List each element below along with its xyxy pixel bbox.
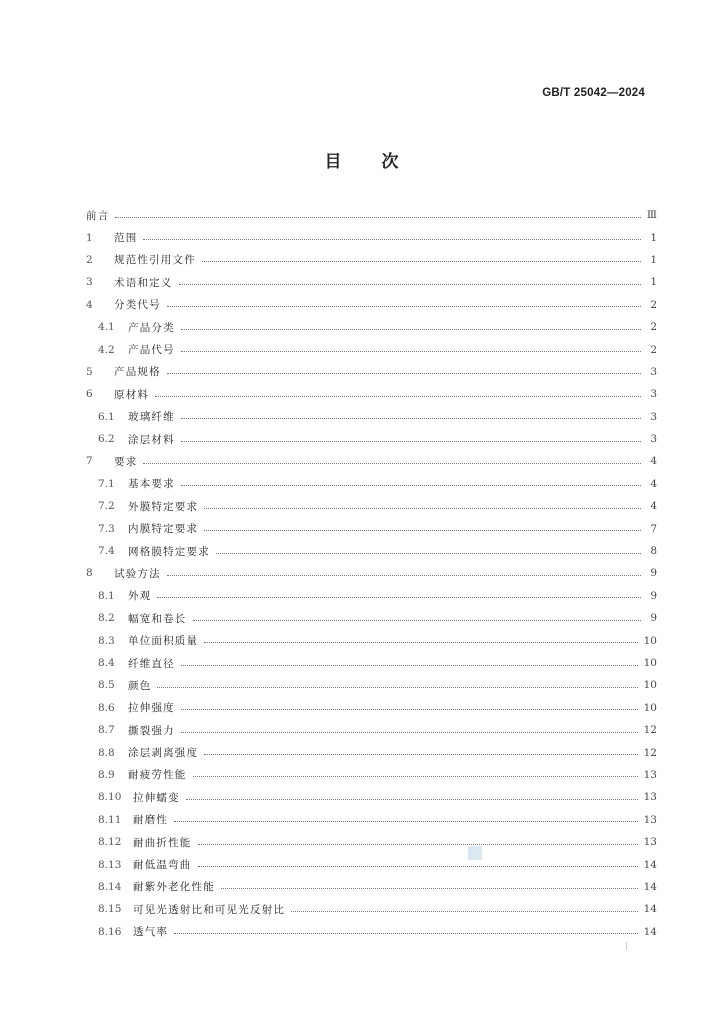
toc-entry-label: 涂层材料	[128, 433, 175, 446]
toc-entry-label: 可见光透射比和可见光反射比	[133, 903, 286, 916]
toc-entry-number: 8.3	[98, 634, 115, 647]
toc-entry-number: 6.2	[98, 433, 115, 446]
toc-entry-page: 2	[650, 343, 657, 356]
toc-dot-leader	[181, 485, 641, 486]
toc-entry[interactable]	[86, 876, 657, 898]
toc-entry[interactable]	[86, 294, 657, 316]
toc-entry-page: 3	[650, 388, 657, 401]
toc-entry[interactable]	[86, 562, 657, 584]
toc-entry-page: 10	[643, 679, 657, 692]
toc-entry-number: 7.1	[98, 477, 115, 490]
toc-dot-leader	[143, 463, 641, 464]
toc-dot-leader	[193, 620, 642, 621]
toc-entry-page: 14	[643, 880, 657, 893]
toc-entry[interactable]	[86, 585, 657, 607]
toc-entry-page: 8	[650, 545, 657, 558]
toc-entry-number: 8.14	[98, 880, 122, 893]
toc-entry-label: 拉伸强度	[128, 702, 175, 715]
toc-entry-page: 14	[643, 925, 657, 938]
toc-entry-label: 前言	[86, 209, 110, 222]
toc-entry-label: 术语和定义	[114, 276, 173, 289]
toc-entry[interactable]	[86, 517, 657, 539]
toc-entry-label: 产品规格	[114, 366, 161, 379]
toc-entry[interactable]	[86, 271, 657, 293]
toc-entry-label: 透气率	[133, 926, 169, 939]
toc-entry-label: 涂层剥离强度	[128, 747, 199, 760]
toc-entry[interactable]	[86, 428, 657, 450]
toc-entry-page: 4	[650, 477, 657, 490]
toc-dot-leader	[181, 709, 638, 710]
toc-dot-leader	[204, 530, 641, 531]
toc-entry[interactable]	[86, 607, 657, 629]
toc-entry-page: 1	[650, 253, 657, 266]
toc-entry-number: 8.11	[98, 813, 122, 826]
toc-entry-page: 10	[643, 657, 657, 669]
toc-entry-label: 外观	[128, 590, 152, 603]
toc-entry-page: 13	[643, 768, 657, 781]
toc-entry[interactable]	[86, 831, 657, 853]
toc-entry[interactable]	[86, 473, 657, 495]
toc-entry-number: 8.10	[98, 791, 122, 804]
toc-entry-number: 8.13	[98, 858, 122, 871]
toc-dot-leader	[181, 665, 638, 666]
toc-entry-page: 13	[643, 836, 657, 849]
toc-dot-leader	[221, 888, 638, 889]
toc-entry[interactable]	[86, 495, 657, 517]
toc-dot-leader	[174, 821, 638, 822]
toc-entry-label: 耐紫外老化性能	[133, 881, 215, 894]
toc-entry-label: 耐疲劳性能	[128, 769, 187, 782]
toc-entry-label: 产品代号	[128, 344, 175, 357]
toc-dot-leader	[204, 642, 637, 643]
toc-entry-label: 内膜特定要求	[128, 523, 199, 536]
toc-dot-leader	[115, 217, 640, 218]
toc-entry-label: 玻璃纤维	[128, 411, 175, 424]
toc-entry[interactable]	[86, 764, 657, 786]
toc-dot-leader	[179, 284, 642, 285]
toc-entry-number: 8.2	[98, 612, 115, 625]
toc-entry[interactable]	[86, 204, 657, 226]
toc-entry-number: 8.8	[98, 746, 115, 759]
toc-entry[interactable]	[86, 338, 657, 360]
toc-entry-number: 8.15	[98, 903, 122, 916]
toc-entry-page: 14	[643, 903, 657, 916]
toc-dot-leader	[181, 441, 641, 442]
toc-entry-page: 3	[650, 433, 657, 446]
toc-entry-label: 单位面积质量	[128, 635, 199, 648]
toc-dot-leader	[157, 597, 641, 598]
page-tick-mark	[626, 942, 627, 950]
toc-entry-page: 3	[650, 410, 657, 423]
toc-entry-page: 13	[643, 791, 657, 804]
toc-entry-number: 2	[86, 253, 93, 266]
toc-entry[interactable]	[86, 652, 657, 674]
toc-entry-page: 4	[650, 455, 657, 468]
toc-entry-number: 8.5	[98, 679, 115, 692]
toc-entry-number: 4.2	[98, 343, 115, 356]
toc-entry-label: 网格膜特定要求	[128, 545, 210, 558]
toc-entry-label: 基本要求	[128, 478, 175, 491]
toc-entry-number: 8.16	[98, 925, 122, 938]
toc-entry[interactable]	[86, 249, 657, 271]
toc-entry[interactable]	[86, 406, 657, 428]
toc-entry[interactable]	[86, 898, 657, 920]
toc-entry[interactable]	[86, 921, 657, 943]
toc-entry-page: 1	[650, 276, 657, 289]
toc-dot-leader	[181, 418, 641, 419]
standard-number: GB/T 25042—2024	[542, 87, 645, 99]
toc-entry-number: 8.1	[98, 589, 115, 602]
title-char-2: 次	[381, 152, 399, 172]
toc-dot-leader	[181, 329, 641, 330]
toc-entry-number: 3	[86, 276, 93, 289]
toc-dot-leader	[167, 306, 641, 307]
toc-dot-leader	[143, 239, 641, 240]
toc-entry-number: 7.2	[98, 500, 115, 513]
toc-entry-page: 9	[650, 612, 657, 625]
toc-entry-label: 外膜特定要求	[128, 500, 199, 513]
toc-entry[interactable]	[86, 853, 657, 875]
toc-dot-leader	[198, 844, 638, 845]
toc-entry-number: 5	[86, 365, 93, 378]
toc-dot-leader	[216, 553, 641, 554]
toc-entry-page: 13	[643, 813, 657, 826]
toc-dot-leader	[204, 754, 637, 755]
toc-entry[interactable]	[86, 741, 657, 763]
toc-entry-label: 范围	[114, 232, 138, 245]
toc-entry-page: 2	[650, 298, 657, 311]
toc-entry[interactable]	[86, 809, 657, 831]
toc-entry-label: 要求	[114, 455, 138, 468]
toc-entry[interactable]	[86, 786, 657, 808]
title-char-1: 目	[324, 152, 342, 172]
toc-entry-page: 10	[643, 634, 657, 647]
toc-dot-leader	[198, 866, 638, 867]
page-title	[0, 147, 723, 172]
toc-entry[interactable]	[86, 674, 657, 696]
toc-entry-page: 4	[650, 500, 657, 513]
toc-entry-number: 6.1	[98, 410, 115, 423]
toc-dot-leader	[186, 799, 638, 800]
toc-entry-number: 8	[86, 567, 93, 580]
toc-entry[interactable]	[86, 383, 657, 405]
toc-entry[interactable]	[86, 697, 657, 719]
toc-entry-label: 撕裂强力	[128, 724, 175, 737]
toc-entry-number: 8.4	[98, 657, 115, 669]
toc-dot-leader	[167, 373, 641, 374]
toc-dot-leader	[174, 933, 638, 934]
toc-entry[interactable]	[86, 450, 657, 472]
toc-entry-number: 8.6	[98, 701, 115, 714]
toc-entry-page: Ⅲ	[646, 209, 657, 222]
toc-entry-page: 12	[643, 724, 657, 737]
toc-entry-number: 4	[86, 298, 93, 311]
toc-entry-label: 试验方法	[114, 567, 161, 580]
toc-entry[interactable]	[86, 629, 657, 651]
toc-entry[interactable]	[86, 226, 657, 248]
toc-entry-label: 原材料	[114, 388, 150, 401]
toc-entry-page: 9	[650, 567, 657, 580]
toc-dot-leader	[181, 732, 638, 733]
toc-entry-number: 1	[86, 231, 93, 244]
toc-entry-label: 耐曲折性能	[133, 836, 192, 849]
toc-entry[interactable]	[86, 540, 657, 562]
table-of-contents	[86, 204, 657, 943]
toc-entry[interactable]	[86, 316, 657, 338]
toc-entry-page: 10	[643, 701, 657, 714]
toc-entry[interactable]	[86, 361, 657, 383]
toc-entry[interactable]	[86, 719, 657, 741]
toc-entry-number: 8.9	[98, 768, 115, 781]
toc-dot-leader	[193, 776, 638, 777]
toc-entry-page: 7	[650, 522, 657, 535]
toc-dot-leader	[291, 911, 638, 912]
toc-dot-leader	[204, 508, 641, 509]
toc-entry-number: 7	[86, 455, 93, 468]
toc-entry-page: 3	[650, 365, 657, 378]
toc-dot-leader	[167, 575, 641, 576]
toc-entry-page: 14	[643, 858, 657, 871]
toc-entry-number: 7.4	[98, 545, 115, 558]
toc-entry-page: 1	[650, 231, 657, 244]
toc-entry-page: 2	[650, 321, 657, 334]
toc-entry-label: 幅宽和卷长	[128, 612, 187, 625]
toc-entry-number: 4.1	[98, 321, 115, 334]
scan-mark	[468, 846, 482, 860]
toc-dot-leader	[181, 351, 641, 352]
toc-entry-label: 规范性引用文件	[114, 254, 196, 267]
toc-dot-leader	[202, 261, 641, 262]
toc-entry-number: 7.3	[98, 522, 115, 535]
toc-entry-number: 8.12	[98, 836, 122, 849]
toc-entry-label: 耐磨性	[133, 814, 169, 827]
toc-dot-leader	[155, 396, 641, 397]
toc-entry-page: 9	[650, 589, 657, 602]
toc-dot-leader	[157, 687, 637, 688]
toc-entry-label: 纤维直径	[128, 657, 175, 670]
toc-entry-label: 颜色	[128, 679, 152, 692]
toc-entry-label: 分类代号	[114, 299, 161, 312]
toc-entry-number: 8.7	[98, 724, 115, 737]
toc-entry-label: 拉伸蠕变	[133, 791, 180, 804]
toc-entry-label: 耐低温弯曲	[133, 859, 192, 872]
toc-entry-label: 产品分类	[128, 321, 175, 334]
toc-entry-number: 6	[86, 388, 93, 401]
toc-entry-page: 12	[643, 746, 657, 759]
